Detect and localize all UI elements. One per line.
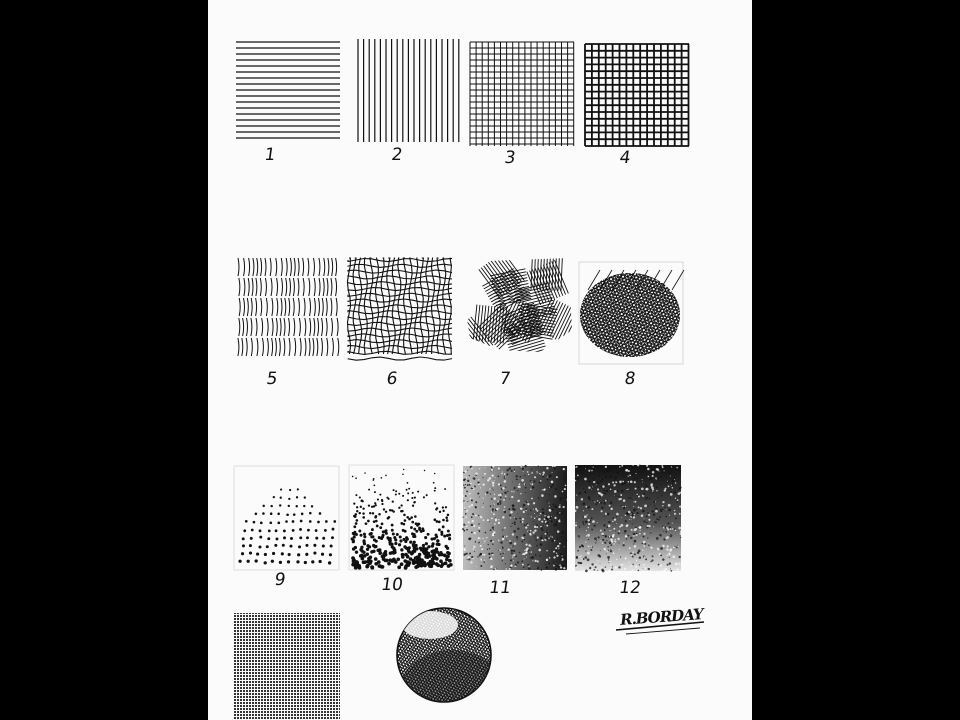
texture-number-label: 8	[623, 369, 637, 389]
texture-6-wavy-grid	[347, 258, 452, 360]
texture-7-random-crosshatch	[447, 252, 579, 364]
texture-1-horizontal-lines	[236, 42, 340, 138]
texture-5-wavy-strokes	[238, 258, 339, 356]
texture-number-label: 12	[617, 578, 643, 598]
texture-number-label: 2	[390, 145, 404, 165]
texture-number-label: 3	[503, 148, 517, 168]
texture-12-spatter-dark	[574, 464, 682, 572]
texture-13-screentone	[234, 613, 340, 720]
texture-2-vertical-lines	[358, 39, 459, 142]
texture-9-sparse-stipple	[234, 466, 339, 570]
texture-11-spatter-light	[462, 465, 568, 571]
texture-4-bold-grid	[585, 44, 689, 146]
sphere-crosshatch-study	[356, 582, 532, 720]
texture-number-label: 5	[265, 369, 279, 389]
texture-3-fine-grid	[470, 42, 574, 146]
texture-number-label: 10	[379, 575, 405, 595]
texture-number-label: 6	[385, 369, 399, 389]
texture-number-label: 1	[263, 145, 277, 165]
texture-number-label: 9	[273, 570, 287, 590]
texture-number-label: 11	[487, 578, 513, 598]
texture-number-label: 7	[498, 369, 512, 389]
texture-10-gradient-stipple	[349, 465, 454, 570]
texture-number-label: 4	[618, 148, 632, 168]
signature: R.BORDAY	[619, 605, 704, 629]
